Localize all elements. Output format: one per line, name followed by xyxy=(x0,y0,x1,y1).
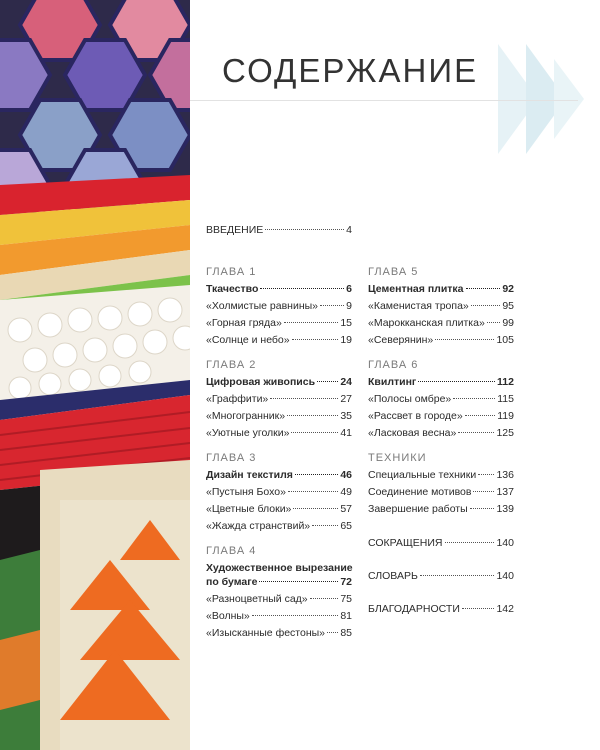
toc-page: 119 xyxy=(497,410,514,422)
chapter-5-heading: ГЛАВА 5 xyxy=(368,266,419,278)
toc-label: Ткачество xyxy=(206,283,259,295)
toc-entry[interactable] xyxy=(368,300,514,312)
toc-page: 6 xyxy=(346,283,352,295)
toc-entry[interactable] xyxy=(206,300,352,312)
toc-leader xyxy=(295,474,338,475)
toc-label: СЛОВАРЬ xyxy=(368,570,418,582)
toc-entry[interactable] xyxy=(206,593,352,605)
toc-leader xyxy=(265,229,344,230)
toc-page: 137 xyxy=(496,486,514,498)
toc-entry[interactable] xyxy=(206,610,352,622)
toc-label: «Марокканская плитка» xyxy=(368,317,485,329)
toc-leader xyxy=(453,398,495,399)
toc-page: 49 xyxy=(340,486,352,498)
toc-leader xyxy=(327,632,338,633)
toc-leader xyxy=(284,322,339,323)
toc-page: 136 xyxy=(496,469,514,481)
toc-leader xyxy=(462,608,495,609)
toc-entry[interactable] xyxy=(368,317,514,329)
toc-leader xyxy=(418,381,495,382)
toc-entry[interactable] xyxy=(368,393,514,405)
toc-entry-chapter-1[interactable] xyxy=(206,283,352,295)
toc-page: 24 xyxy=(340,376,352,388)
toc-label: «Жажда странствий» xyxy=(206,520,311,532)
toc-leader xyxy=(487,322,501,323)
toc-label: «Изысканные фестоны» xyxy=(206,627,326,639)
toc-leader xyxy=(270,398,338,399)
toc-entry[interactable] xyxy=(368,486,514,498)
toc-leader xyxy=(466,288,501,289)
toc-page: 112 xyxy=(497,376,514,388)
toc-leader xyxy=(310,598,339,599)
toc-label: «Северянин» xyxy=(368,334,434,346)
toc-leader xyxy=(465,415,496,416)
toc-label: «Многогранник» xyxy=(206,410,286,422)
toc-entry-chapter-3[interactable] xyxy=(206,469,352,481)
toc-page: 95 xyxy=(502,300,514,312)
toc-entry[interactable] xyxy=(206,427,352,439)
toc-label: «Пустыня Бохо» xyxy=(206,486,286,498)
toc-entry[interactable] xyxy=(206,393,352,405)
arrow-decoration-icon xyxy=(498,44,588,159)
toc-entry[interactable] xyxy=(206,486,352,498)
toc-leader xyxy=(259,581,338,582)
toc-page: 140 xyxy=(496,537,514,549)
toc-leader xyxy=(312,525,338,526)
toc-page: 142 xyxy=(496,603,514,615)
toc-label: «Полосы омбре» xyxy=(368,393,452,405)
toc-page: 99 xyxy=(502,317,514,329)
toc-leader xyxy=(458,432,494,433)
toc-entry-glossary[interactable] xyxy=(368,570,514,582)
toc-label: СОКРАЩЕНИЯ xyxy=(368,537,443,549)
toc-page: 140 xyxy=(496,570,514,582)
chapter-2-heading: ГЛАВА 2 xyxy=(206,359,257,371)
toc-page: 57 xyxy=(340,503,352,515)
toc-entry[interactable] xyxy=(206,520,352,532)
chapter-6-heading: ГЛАВА 6 xyxy=(368,359,419,371)
toc-leader xyxy=(470,508,495,509)
toc-entry[interactable] xyxy=(368,427,514,439)
toc-page: 27 xyxy=(340,393,352,405)
toc-entry-chapter-6[interactable] xyxy=(368,376,514,388)
toc-leader xyxy=(420,575,495,576)
toc-leader xyxy=(435,339,494,340)
toc-label: «Холмистые равнины» xyxy=(206,300,319,312)
toc-label: «Уютные уголки» xyxy=(206,427,290,439)
toc-entry[interactable] xyxy=(206,503,352,515)
toc-leader xyxy=(445,542,495,543)
chapter-4-heading: ГЛАВА 4 xyxy=(206,545,257,557)
toc-entry-chapter-4[interactable] xyxy=(206,576,352,588)
toc-page: 85 xyxy=(340,627,352,639)
toc-label: «Граффити» xyxy=(206,393,269,405)
toc-leader xyxy=(478,474,494,475)
toc-leader xyxy=(471,305,501,306)
toc-page: 41 xyxy=(340,427,352,439)
toc-leader xyxy=(288,491,338,492)
toc-label: Завершение работы xyxy=(368,503,468,515)
toc-page: 92 xyxy=(502,283,514,295)
toc-page: 46 xyxy=(340,469,352,481)
toc-label: «Цветные блоки» xyxy=(206,503,292,515)
toc-leader xyxy=(317,381,338,382)
toc-label: Цементная плитка xyxy=(368,283,464,295)
toc-entry[interactable] xyxy=(368,503,514,515)
toc-page: 115 xyxy=(497,393,514,405)
toc-entry-abbreviations[interactable] xyxy=(368,537,514,549)
toc-page: 139 xyxy=(496,503,514,515)
toc-entry-chapter-2[interactable] xyxy=(206,376,352,388)
page-title: СОДЕРЖАНИЕ xyxy=(222,52,479,89)
toc-page: 81 xyxy=(340,610,352,622)
toc-entry[interactable] xyxy=(368,334,514,346)
chapter-4-title-line1[interactable]: Художественное вырезание xyxy=(206,562,353,574)
toc-label: БЛАГОДАРНОСТИ xyxy=(368,603,460,615)
toc-leader xyxy=(293,508,338,509)
toc-leader xyxy=(292,339,339,340)
toc-label: «Разноцветный сад» xyxy=(206,593,308,605)
toc-leader xyxy=(291,432,338,433)
toc-entry[interactable] xyxy=(206,627,352,639)
toc-page: 125 xyxy=(496,427,514,439)
toc-leader xyxy=(320,305,344,306)
toc-entry[interactable] xyxy=(368,469,514,481)
techniques-heading: ТЕХНИКИ xyxy=(368,452,427,464)
toc-page: 72 xyxy=(340,576,352,588)
toc-entry-intro[interactable] xyxy=(206,224,352,236)
toc-entry-chapter-5[interactable] xyxy=(368,283,514,295)
toc-label: Квилтинг xyxy=(368,376,417,388)
toc-entry[interactable] xyxy=(206,410,352,422)
crochet-blanket-photo xyxy=(0,0,190,750)
toc-label: ВВЕДЕНИЕ xyxy=(206,224,264,236)
toc-page: 35 xyxy=(340,410,352,422)
toc-label: «Волны» xyxy=(206,610,250,622)
toc-page: 65 xyxy=(340,520,352,532)
toc-leader xyxy=(252,615,339,616)
toc-entry-acknowledgements[interactable] xyxy=(368,603,514,615)
toc-label: «Ласковая весна» xyxy=(368,427,457,439)
title-divider xyxy=(190,100,578,101)
toc-label: Соединение мотивов xyxy=(368,486,472,498)
toc-label: Дизайн текстиля xyxy=(206,469,293,481)
toc-entry[interactable] xyxy=(368,410,514,422)
toc-label: «Солнце и небо» xyxy=(206,334,290,346)
chapter-1-heading: ГЛАВА 1 xyxy=(206,266,257,278)
toc-page: 105 xyxy=(496,334,514,346)
toc-page: 75 xyxy=(340,593,352,605)
toc-leader xyxy=(473,491,494,492)
toc-page: 15 xyxy=(340,317,352,329)
toc-leader xyxy=(287,415,338,416)
toc-label: по бумаге xyxy=(206,576,258,588)
toc-label: «Горная гряда» xyxy=(206,317,282,329)
toc-page: 9 xyxy=(346,300,352,312)
toc-label: «Рассвет в городе» xyxy=(368,410,463,422)
toc-label: «Каменистая тропа» xyxy=(368,300,469,312)
toc-leader xyxy=(260,288,344,289)
chapter-3-heading: ГЛАВА 3 xyxy=(206,452,257,464)
toc-page: 4 xyxy=(346,224,352,236)
toc-page: 19 xyxy=(340,334,352,346)
toc-label: Специальные техники xyxy=(368,469,477,481)
toc-entry[interactable] xyxy=(206,317,352,329)
toc-label: Цифровая живопись xyxy=(206,376,316,388)
toc-entry[interactable] xyxy=(206,334,352,346)
